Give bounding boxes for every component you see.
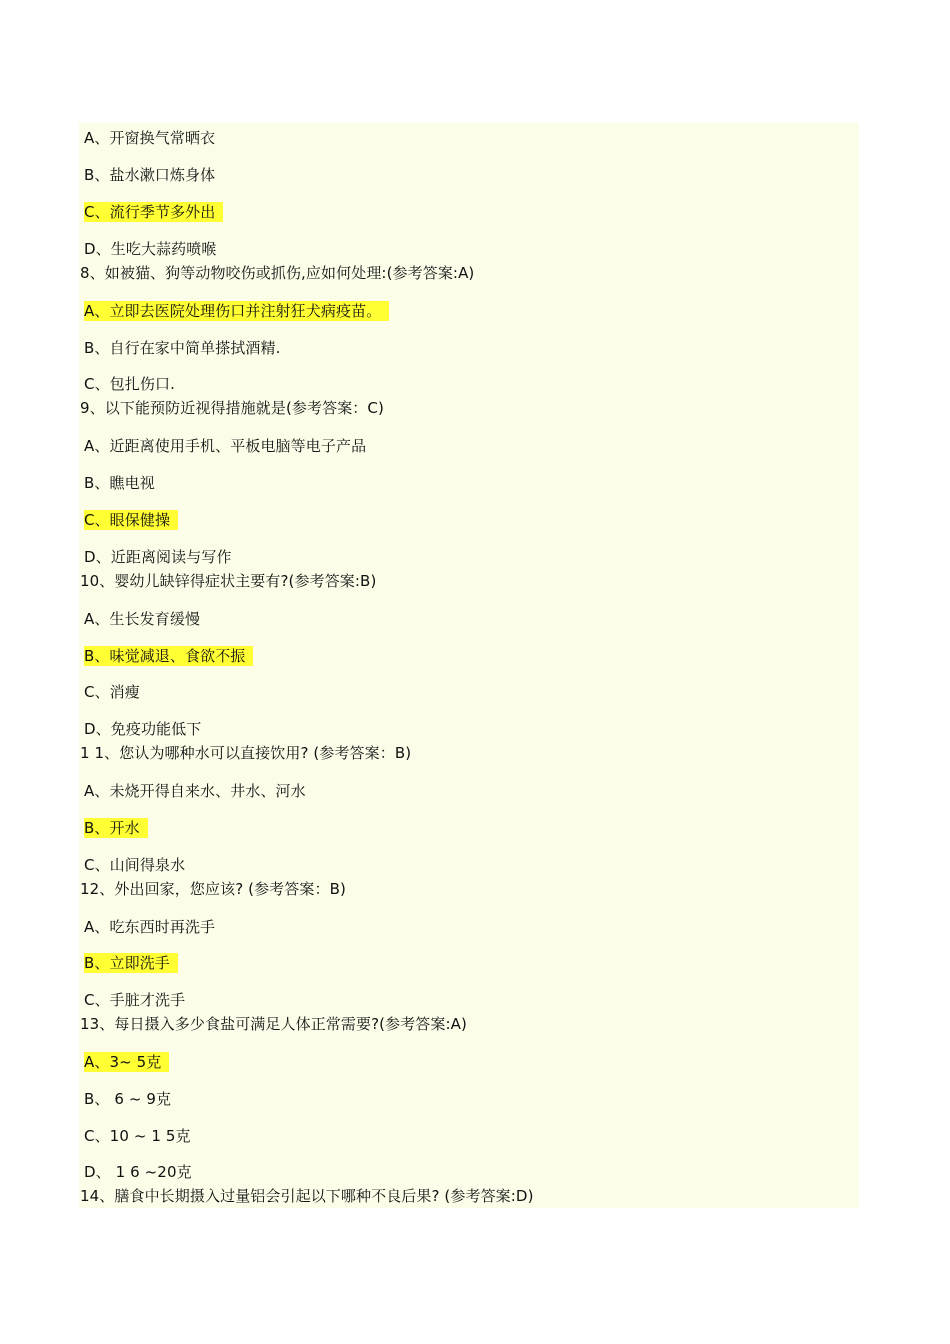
- question-text: 9、以下能预防近视得措施就是(参考答案：C): [80, 399, 384, 417]
- question-line: [80, 398, 384, 418]
- option-text: C、10 ~ 1 5克: [84, 1127, 191, 1145]
- option-text: B、瞧电视: [84, 474, 155, 492]
- option-line: [84, 990, 185, 1010]
- option-line-correct: [84, 953, 178, 973]
- option-line-correct: [84, 818, 148, 838]
- highlighted-answer: B、立即洗手: [84, 953, 178, 973]
- question-text: 12、外出回家，您应该? (参考答案：B): [80, 880, 346, 898]
- question-text: 1 1、您认为哪种水可以直接饮用? (参考答案：B): [80, 744, 412, 762]
- option-line: [84, 547, 232, 567]
- option-line-correct: [84, 1052, 169, 1072]
- option-text: A、开窗换气常晒衣: [84, 129, 216, 147]
- question-text: 8、如被猫、狗等动物咬伤或抓伤,应如何处理:(参考答案:A): [80, 264, 475, 282]
- question-text: 14、膳食中长期摄入过量铝会引起以下哪种不良后果? (参考答案:D): [80, 1187, 534, 1205]
- question-line: [80, 743, 411, 763]
- highlighted-answer: B、味觉减退、食欲不振: [84, 646, 253, 666]
- highlighted-answer: A、立即去医院处理伤口并注射狂犬病疫苗。: [84, 301, 389, 321]
- option-text: D、 1 6 ~20克: [84, 1163, 192, 1181]
- option-line: [84, 374, 175, 394]
- option-text: A、未烧开得自来水、井水、河水: [84, 782, 306, 800]
- option-line: [84, 917, 215, 937]
- option-line: [84, 165, 215, 185]
- question-line: [80, 1014, 467, 1034]
- option-line: [84, 473, 155, 493]
- highlighted-answer: A、3~ 5克: [84, 1052, 169, 1072]
- option-text: D、生吃大蒜药喷喉: [84, 240, 217, 258]
- question-line: [80, 571, 376, 591]
- option-line: [84, 1126, 191, 1146]
- option-line-correct: [84, 301, 389, 321]
- option-line: [84, 436, 366, 456]
- option-text: D、近距离阅读与写作: [84, 548, 232, 566]
- option-line: [84, 338, 280, 358]
- option-line: [84, 609, 200, 629]
- option-text: C、手脏才洗手: [84, 991, 186, 1009]
- option-text: A、生长发育缓慢: [84, 610, 201, 628]
- option-text: C、包扎伤口.: [84, 375, 175, 393]
- question-text: 13、每日摄入多少食盐可满足人体正常需要?(参考答案:A): [80, 1015, 467, 1033]
- option-line: [84, 239, 216, 259]
- option-text: A、近距离使用手机、平板电脑等电子产品: [84, 437, 367, 455]
- question-text: 10、婴幼儿缺锌得症状主要有?(参考答案:B): [80, 572, 377, 590]
- option-text: C、消瘦: [84, 683, 140, 701]
- question-line: [80, 263, 474, 283]
- option-line: [84, 781, 306, 801]
- question-line: [80, 1186, 534, 1206]
- highlighted-answer: C、眼保健操: [84, 510, 178, 530]
- option-text: C、山间得泉水: [84, 856, 186, 874]
- option-line-correct: [84, 646, 253, 666]
- option-text: B、自行在家中简单搽拭酒精.: [84, 339, 281, 357]
- option-text: B、 6 ~ 9克: [84, 1090, 172, 1108]
- option-line-correct: [84, 510, 178, 530]
- option-text: D、免疫功能低下: [84, 720, 202, 738]
- option-line: [84, 1162, 192, 1182]
- option-line: [84, 719, 201, 739]
- option-text: B、盐水漱口炼身体: [84, 166, 216, 184]
- question-line: [80, 879, 346, 899]
- option-line: [84, 1089, 171, 1109]
- option-line: [84, 855, 185, 875]
- option-line: [84, 682, 140, 702]
- option-line-correct: [84, 202, 223, 222]
- highlighted-answer: B、开水: [84, 818, 148, 838]
- highlighted-answer: C、流行季节多外出: [84, 202, 223, 222]
- option-text: A、吃东西时再洗手: [84, 918, 216, 936]
- option-line: [84, 128, 215, 148]
